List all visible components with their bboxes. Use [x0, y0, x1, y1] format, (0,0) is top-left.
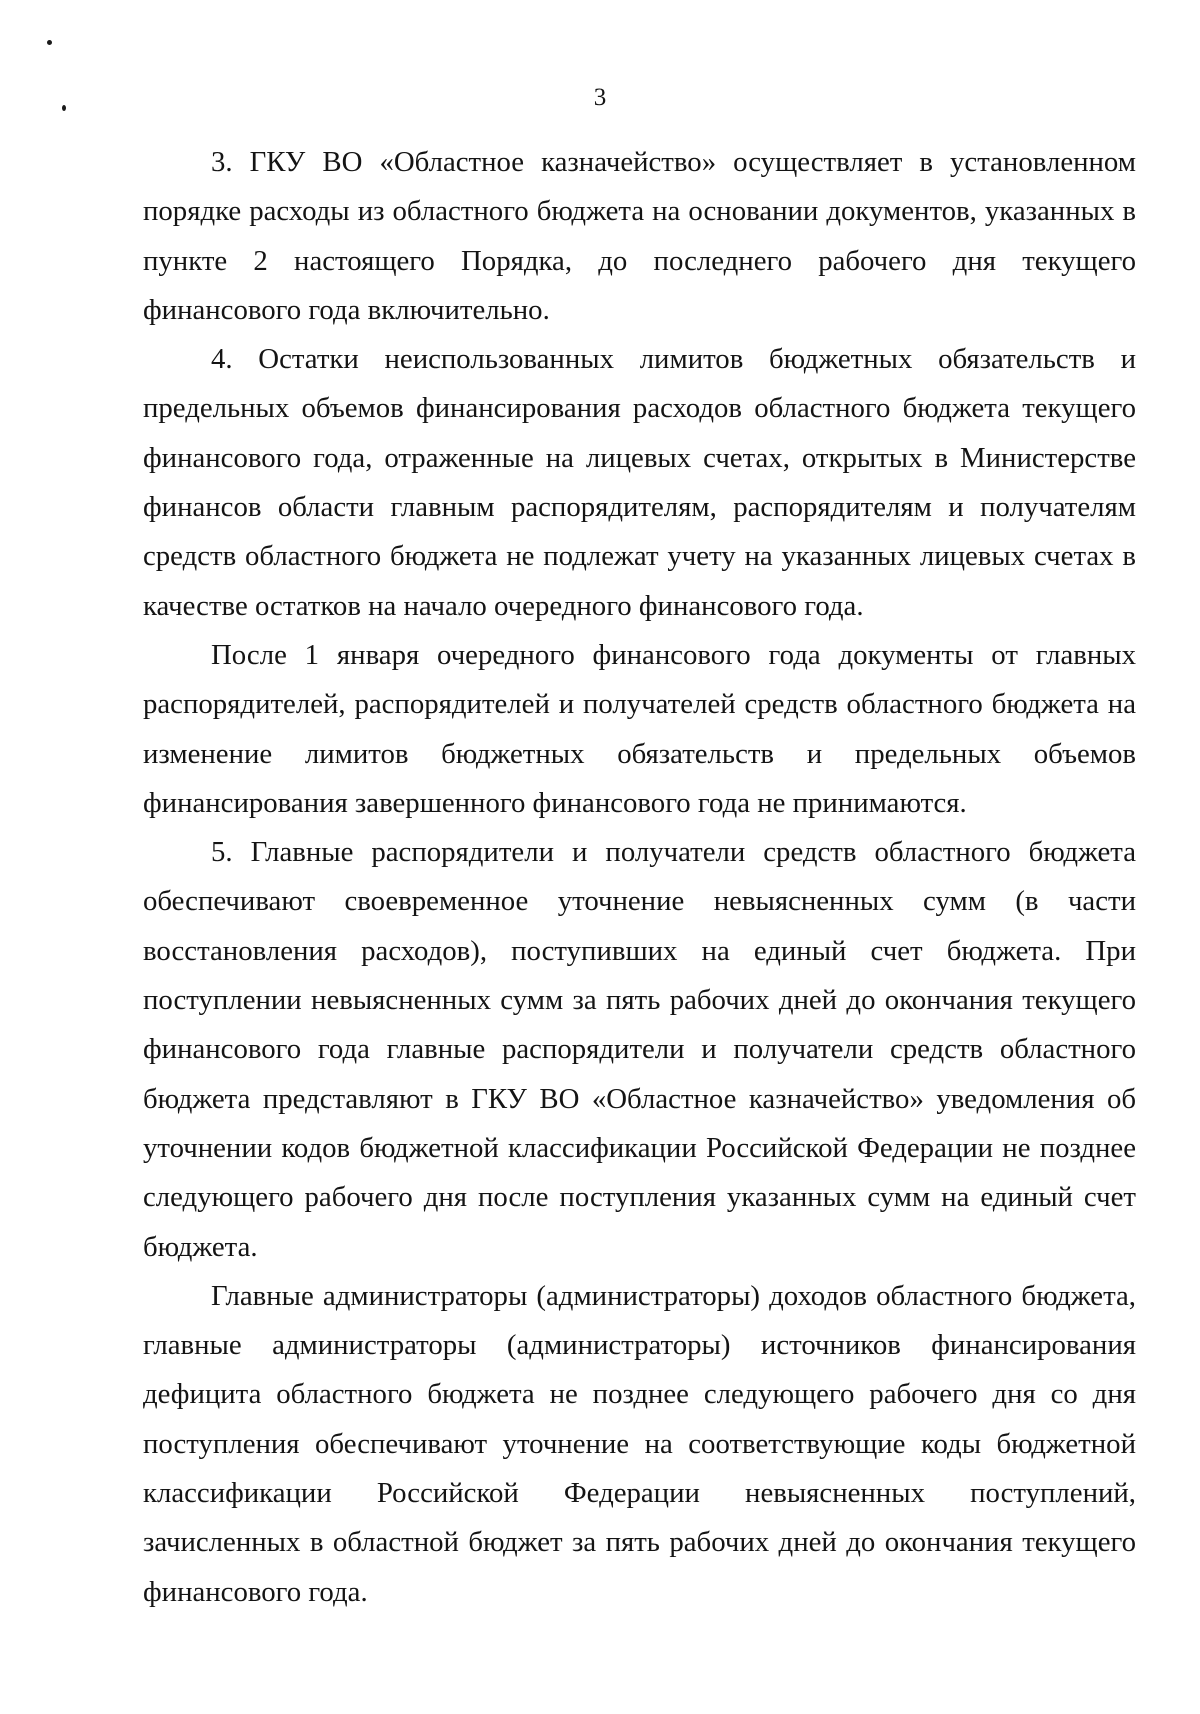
page-number: 3 [593, 84, 607, 111]
paragraph-item-4: 4. Остатки неиспользованных лимитов бюджетных обязательств и предельных объемов финансирования расходов областного бюджета текущего финансового года, отраженные на лицевых счетах, открытых в Министерстве финансов области главным распорядителям, распорядителям и получателям средств областного бюджета не подлежат учету на указанных лицевых счетах в качестве остатков на начало очередного финансового года. [143, 343, 1136, 622]
paragraph-administrators: Главные администраторы (администраторы) доходов областного бюджета, главные администраторы (администраторы) источников финансирования дефицита областного бюджета не позднее следующего рабочего дня со дня поступления обеспечивают уточнение на соответствующие коды бюджетной классификации Российской Федерации невыясненных поступлений, зачисленных в областной бюджет за пять рабочих дней до окончания текущего финансового года. [143, 1279, 1136, 1608]
paragraph-item-5: 5. Главные распорядители и получатели средств областного бюджета обеспечивают своевременное уточнение невыясненных сумм (в части восстановления расходов), поступивших на единый счет бюджета. При поступлении невыясненных сумм за пять рабочих дней до окончания текущего финансового года главные распорядители и получатели средств областного бюджета представляют в ГКУ ВО «Областное казначейство» уведомления об уточнении кодов бюджетной классификации Российской Федерации не позднее следующего рабочего дня после поступления указанных сумм на единый счет бюджета. [143, 836, 1136, 1263]
paragraph-after-january: После 1 января очередного финансового года документы от главных распорядителей, распорядителей и получателей средств областного бюджета на изменение лимитов бюджетных обязательств и предельных объемов финансирования завершенного финансового года не принимаются. [143, 638, 1136, 819]
paragraph-item-3: 3. ГКУ ВО «Областное казначейство» осуществляет в установленном порядке расходы из областного бюджета на основании документов, указанных в пункте 2 настоящего Порядка, до последнего рабочего дня текущего финансового года включительно. [143, 146, 1136, 326]
scan-speck [47, 40, 52, 45]
document-body [143, 138, 1136, 1617]
